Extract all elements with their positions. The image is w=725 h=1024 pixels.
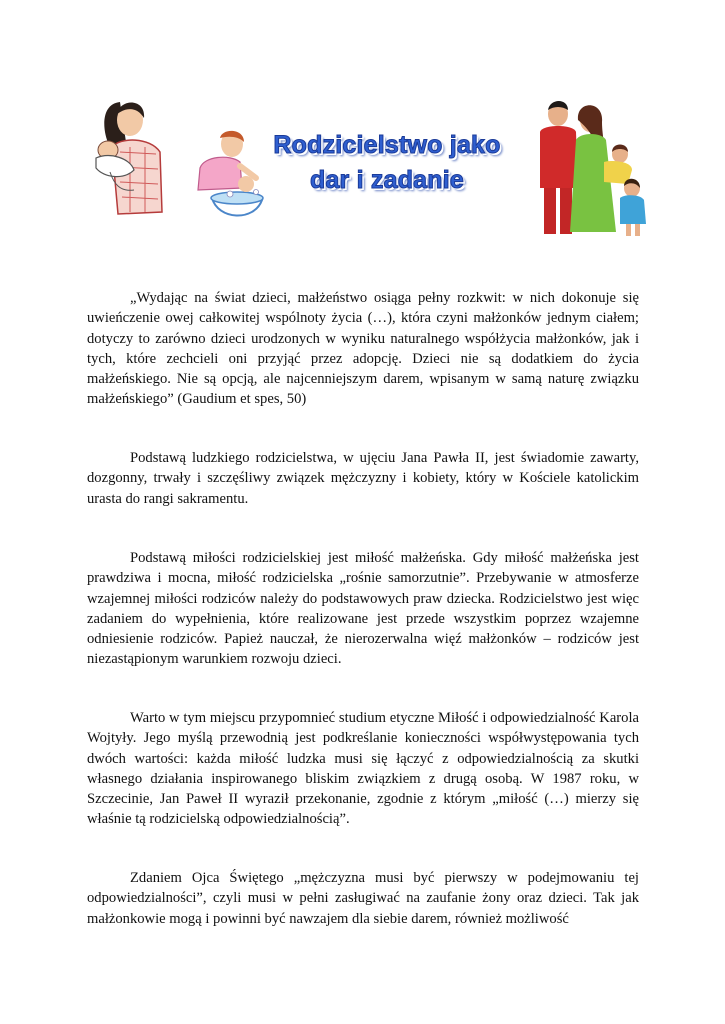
mother-with-baby-illustration (90, 92, 170, 222)
paragraph-parental-love: Podstawą miłości rodzicielskiej jest miłość małżeńska. Gdy miłość małżeńska jest prawdziwa i mocna, miłość rodzicielska „rośnie samorzutnie”. Przebywanie w atmosferze wzajemnej miłości rodziców należy do podstawowych praw dziecka. Rodzicielstwo jest więc zadaniem do wypełnienia, które realizowane jest przede wszystkim poprzez wzajemne odniesienie rodziców. Papież nauczał, że nierozerwalna więź małżonków – rodziców jest niezastąpionym warunkiem rozwoju dzieci. (87, 550, 639, 668)
banner-title (262, 128, 512, 198)
paragraph-gaudium-et-spes-quote: „Wydając na świat dzieci, małżeństwo osiąga pełny rozkwit: w nich dokonuje się uwieńczenie owej całkowitej wspólnoty życia (…), która czyni małżonków jednym ciałem; dotyczy to zarówno dzieci urodzonych w wyniku naturalnego współżycia małżonków, jak i tych, które zechcieli oni przyjąć przez adopcję. Dzieci nie są dodatkiem do życia małżeńskiego. Nie są opcją, ale najcenniejszym darem, wpisanym w samą naturę związku małżeńskiego” (Gaudium et spes, 50) (87, 290, 639, 408)
family-illustration (532, 100, 647, 238)
paragraph-holy-father-opinion: Zdaniem Ojca Świętego „mężczyzna musi być pierwszy w podejmowaniu tej odpowiedzialności”, czyli musi w pełni zasługiwać na zaufanie żony oraz dzieci. Tak jak małżonkowie mogą i powinni być nawzajem dla siebie darem, również możliwość (87, 870, 639, 927)
title-line-2: dar i zadanie (309, 166, 465, 194)
title-line-1: Rodzicielstwo jako (273, 131, 501, 159)
paragraph-love-and-responsibility: Warto w tym miejscu przypomnieć studium etyczne Miłość i odpowiedzialność Karola Wojtyły. Jego myślą przewodnią jest podkreślanie konieczności współwystępowania tych dwóch wartości: każda miłość ludzka musi się łączyć z odpowiedzialnością za skutki własnego działania inspirowanego bliskim związkiem z drugą osobą. W 1987 roku, w Szczecinie, Jan Paweł II wyraził przekonanie, zgodnie z którym „miłość (…) mierzy się właśnie tą rodzicielską odpowiedzialnością”. (87, 710, 639, 828)
paragraph-basis-of-parenthood: Podstawą ludzkiego rodzicielstwa, w ujęciu Jana Pawła II, jest świadomie zawarty, dozgonny, trwały i szczęśliwy związek mężczyzny i kobiety, który w Kościele katolickim urasta do rangi sakramentu. (87, 450, 639, 507)
